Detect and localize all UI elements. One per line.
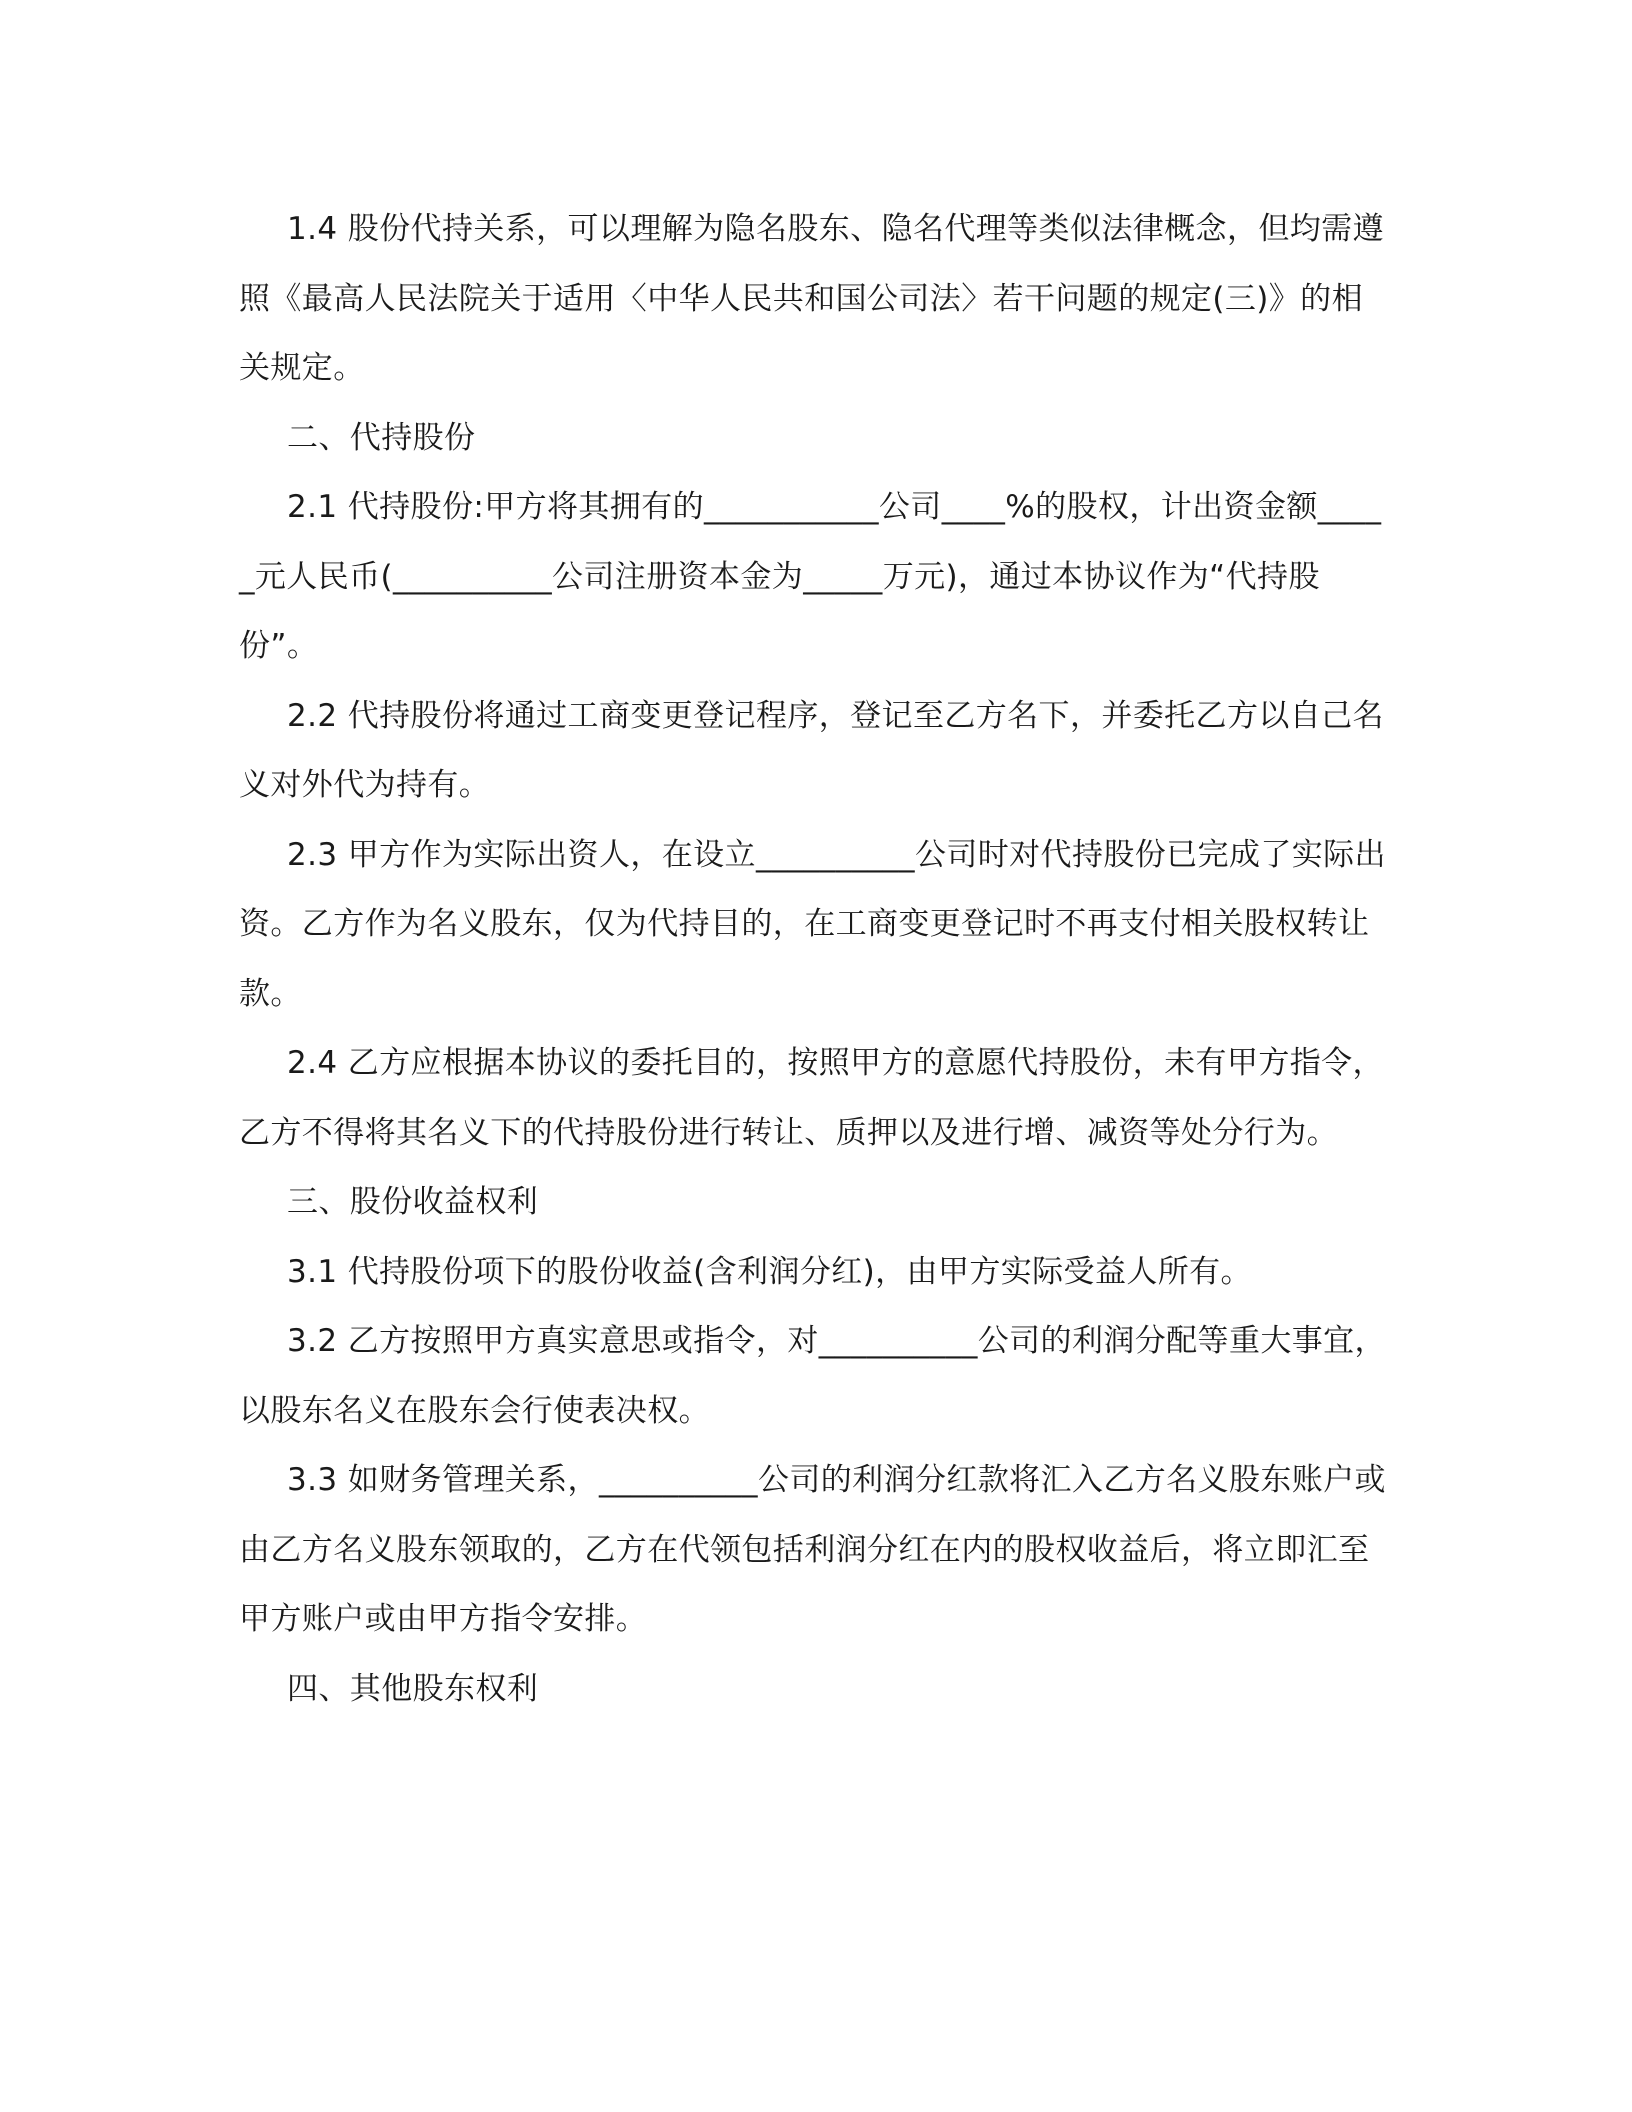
clause-3-3: 3.3 如财务管理关系，__________公司的利润分红款将汇入乙方名义股东账户或由乙方名义股东领取的，乙方在代领包括利润分红在内的股权收益后，将立即汇至甲方账户或由甲方指令安排。 bbox=[239, 1462, 1386, 1637]
clause-2-3: 2.3 甲方作为实际出资人，在设立__________公司时对代持股份已完成了实际出资。乙方作为名义股东，仅为代持目的，在工商变更登记时不再支付相关股权转让款。 bbox=[239, 836, 1386, 1012]
clause-3-1: 3.1 代持股份项下的股份收益(含利润分红)，由甲方实际受益人所有。 bbox=[287, 1253, 1252, 1290]
clause-1-4: 1.4 股份代持关系，可以理解为隐名股东、隐名代理等类似法律概念，但均需遵照《最高人民法院关于适用〈中华人民共和国公司法〉若干问题的规定(三)》的相关规定。 bbox=[239, 211, 1384, 386]
clause-2-4: 2.4 乙方应根据本协议的委托目的，按照甲方的意愿代持股份，未有甲方指令，乙方不得将其名义下的代持股份进行转让、质押以及进行增、减资等处分行为。 bbox=[239, 1045, 1384, 1151]
document-body bbox=[239, 195, 1389, 1724]
section-heading-2: 二、代持股份 bbox=[287, 419, 476, 456]
section-heading-4: 四、其他股东权利 bbox=[287, 1670, 539, 1707]
clause-2-1: 2.1 代持股份:甲方将其拥有的___________公司____%的股权，计出资金额_____元人民币(__________公司注册资本金为_____万元)，通过本协议作为“代持股份”。 bbox=[239, 489, 1382, 664]
clause-3-2: 3.2 乙方按照甲方真实意思或指令，对__________公司的利润分配等重大事宜，以股东名义在股东会行使表决权。 bbox=[239, 1323, 1386, 1429]
section-heading-3: 三、股份收益权利 bbox=[287, 1184, 539, 1220]
clause-2-2: 2.2 代持股份将通过工商变更登记程序，登记至乙方名下，并委托乙方以自己名义对外代为持有。 bbox=[239, 697, 1384, 803]
